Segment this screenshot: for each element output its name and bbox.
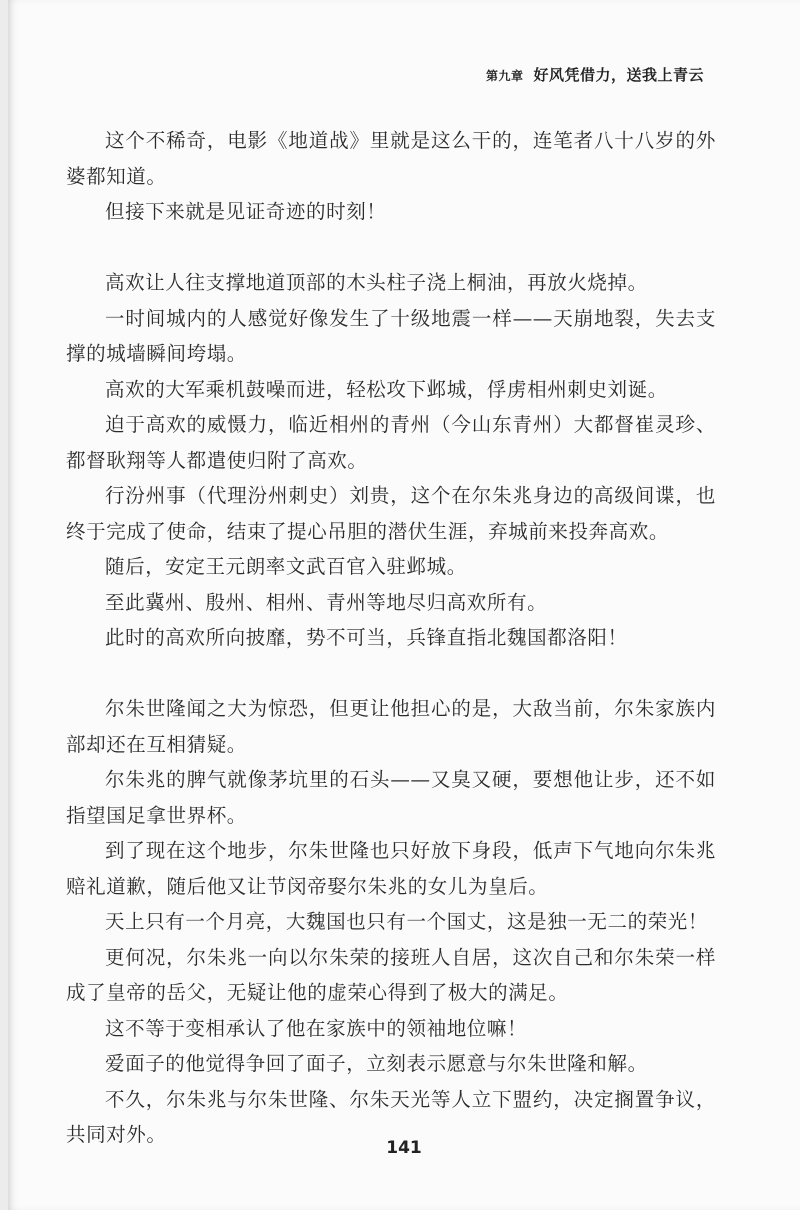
page-number: 141 [386, 1138, 422, 1158]
paragraph: 尔朱世隆闻之大为惊恐，但更让他担心的是，大敌当前，尔朱家族内部却还在互相猜疑。 [66, 697, 716, 756]
paragraph: 此时的高欢所向披靡，势不可当，兵锋直指北魏国都洛阳！ [105, 626, 628, 649]
paragraph: 到了现在这个地步，尔朱世隆也只好放下身段，低声下气地向尔朱兆赔礼道歉，随后他又让节闵帝娶尔朱兆的女儿为皇后。 [66, 839, 716, 898]
paragraph: 更何况，尔朱兆一向以尔朱荣的接班人自居，这次自己和尔朱荣一样成了皇帝的岳父，无疑让他的虚荣心得到了极大的满足。 [66, 945, 716, 1004]
paragraph: 一时间城内的人感觉好像发生了十级地震一样——天崩地裂，失去支撑的城墙瞬间垮塌。 [66, 306, 716, 365]
book-page [8, 0, 800, 1210]
paragraph: 随后，安定王元朗率文武百官入驻邺城。 [105, 555, 467, 578]
paragraph: 高欢让人往支撑地道顶部的木头柱子浇上桐油，再放火烧掉。 [105, 271, 648, 294]
running-head [486, 64, 704, 85]
paragraph: 行汾州事（代理汾州刺史）刘贵，这个在尔朱兆身边的高级间谍，也终于完成了使命，结束了提心吊胆的潜伏生涯，弃城前来投奔高欢。 [66, 484, 716, 543]
paragraph: 但接下来就是见证奇迹的时刻！ [105, 200, 387, 223]
paragraph: 不久，尔朱兆与尔朱世隆、尔朱天光等人立下盟约，决定搁置争议，共同对外。 [66, 1087, 716, 1146]
section-break [66, 656, 716, 692]
paragraph: 至此冀州、殷州、相州、青州等地尽归高欢所有。 [105, 590, 548, 614]
paragraph: 这不等于变相承认了他在家族中的领袖地位嘛！ [105, 1016, 528, 1040]
paragraph: 爱面子的他觉得争回了面子，立刻表示愿意与尔朱世隆和解。 [105, 1052, 648, 1075]
chapter-title: 好风凭借力，送我上青云 [533, 66, 704, 84]
paragraph: 尔朱兆的脾气就像茅坑里的石头——又臭又硬，要想他让步，还不如指望国足拿世界杯。 [66, 768, 716, 827]
paragraph: 高欢的大军乘机鼓噪而进，轻松攻下邺城，俘虏相州刺史刘诞。 [105, 377, 668, 401]
paragraph: 天上只有一个月亮，大魏国也只有一个国丈，这是独一无二的荣光！ [105, 910, 709, 933]
paragraph: 迫于高欢的威慑力，临近相州的青州（今山东青州）大都督崔灵珍、都督耿翔等人都遣使归附了高欢。 [66, 413, 716, 472]
body-text [66, 123, 716, 1153]
section-break [66, 230, 716, 266]
paragraph: 这个不稀奇，电影《地道战》里就是这么干的，连笔者八十八岁的外婆都知道。 [66, 129, 716, 188]
chapter-label: 第九章 [485, 69, 524, 83]
